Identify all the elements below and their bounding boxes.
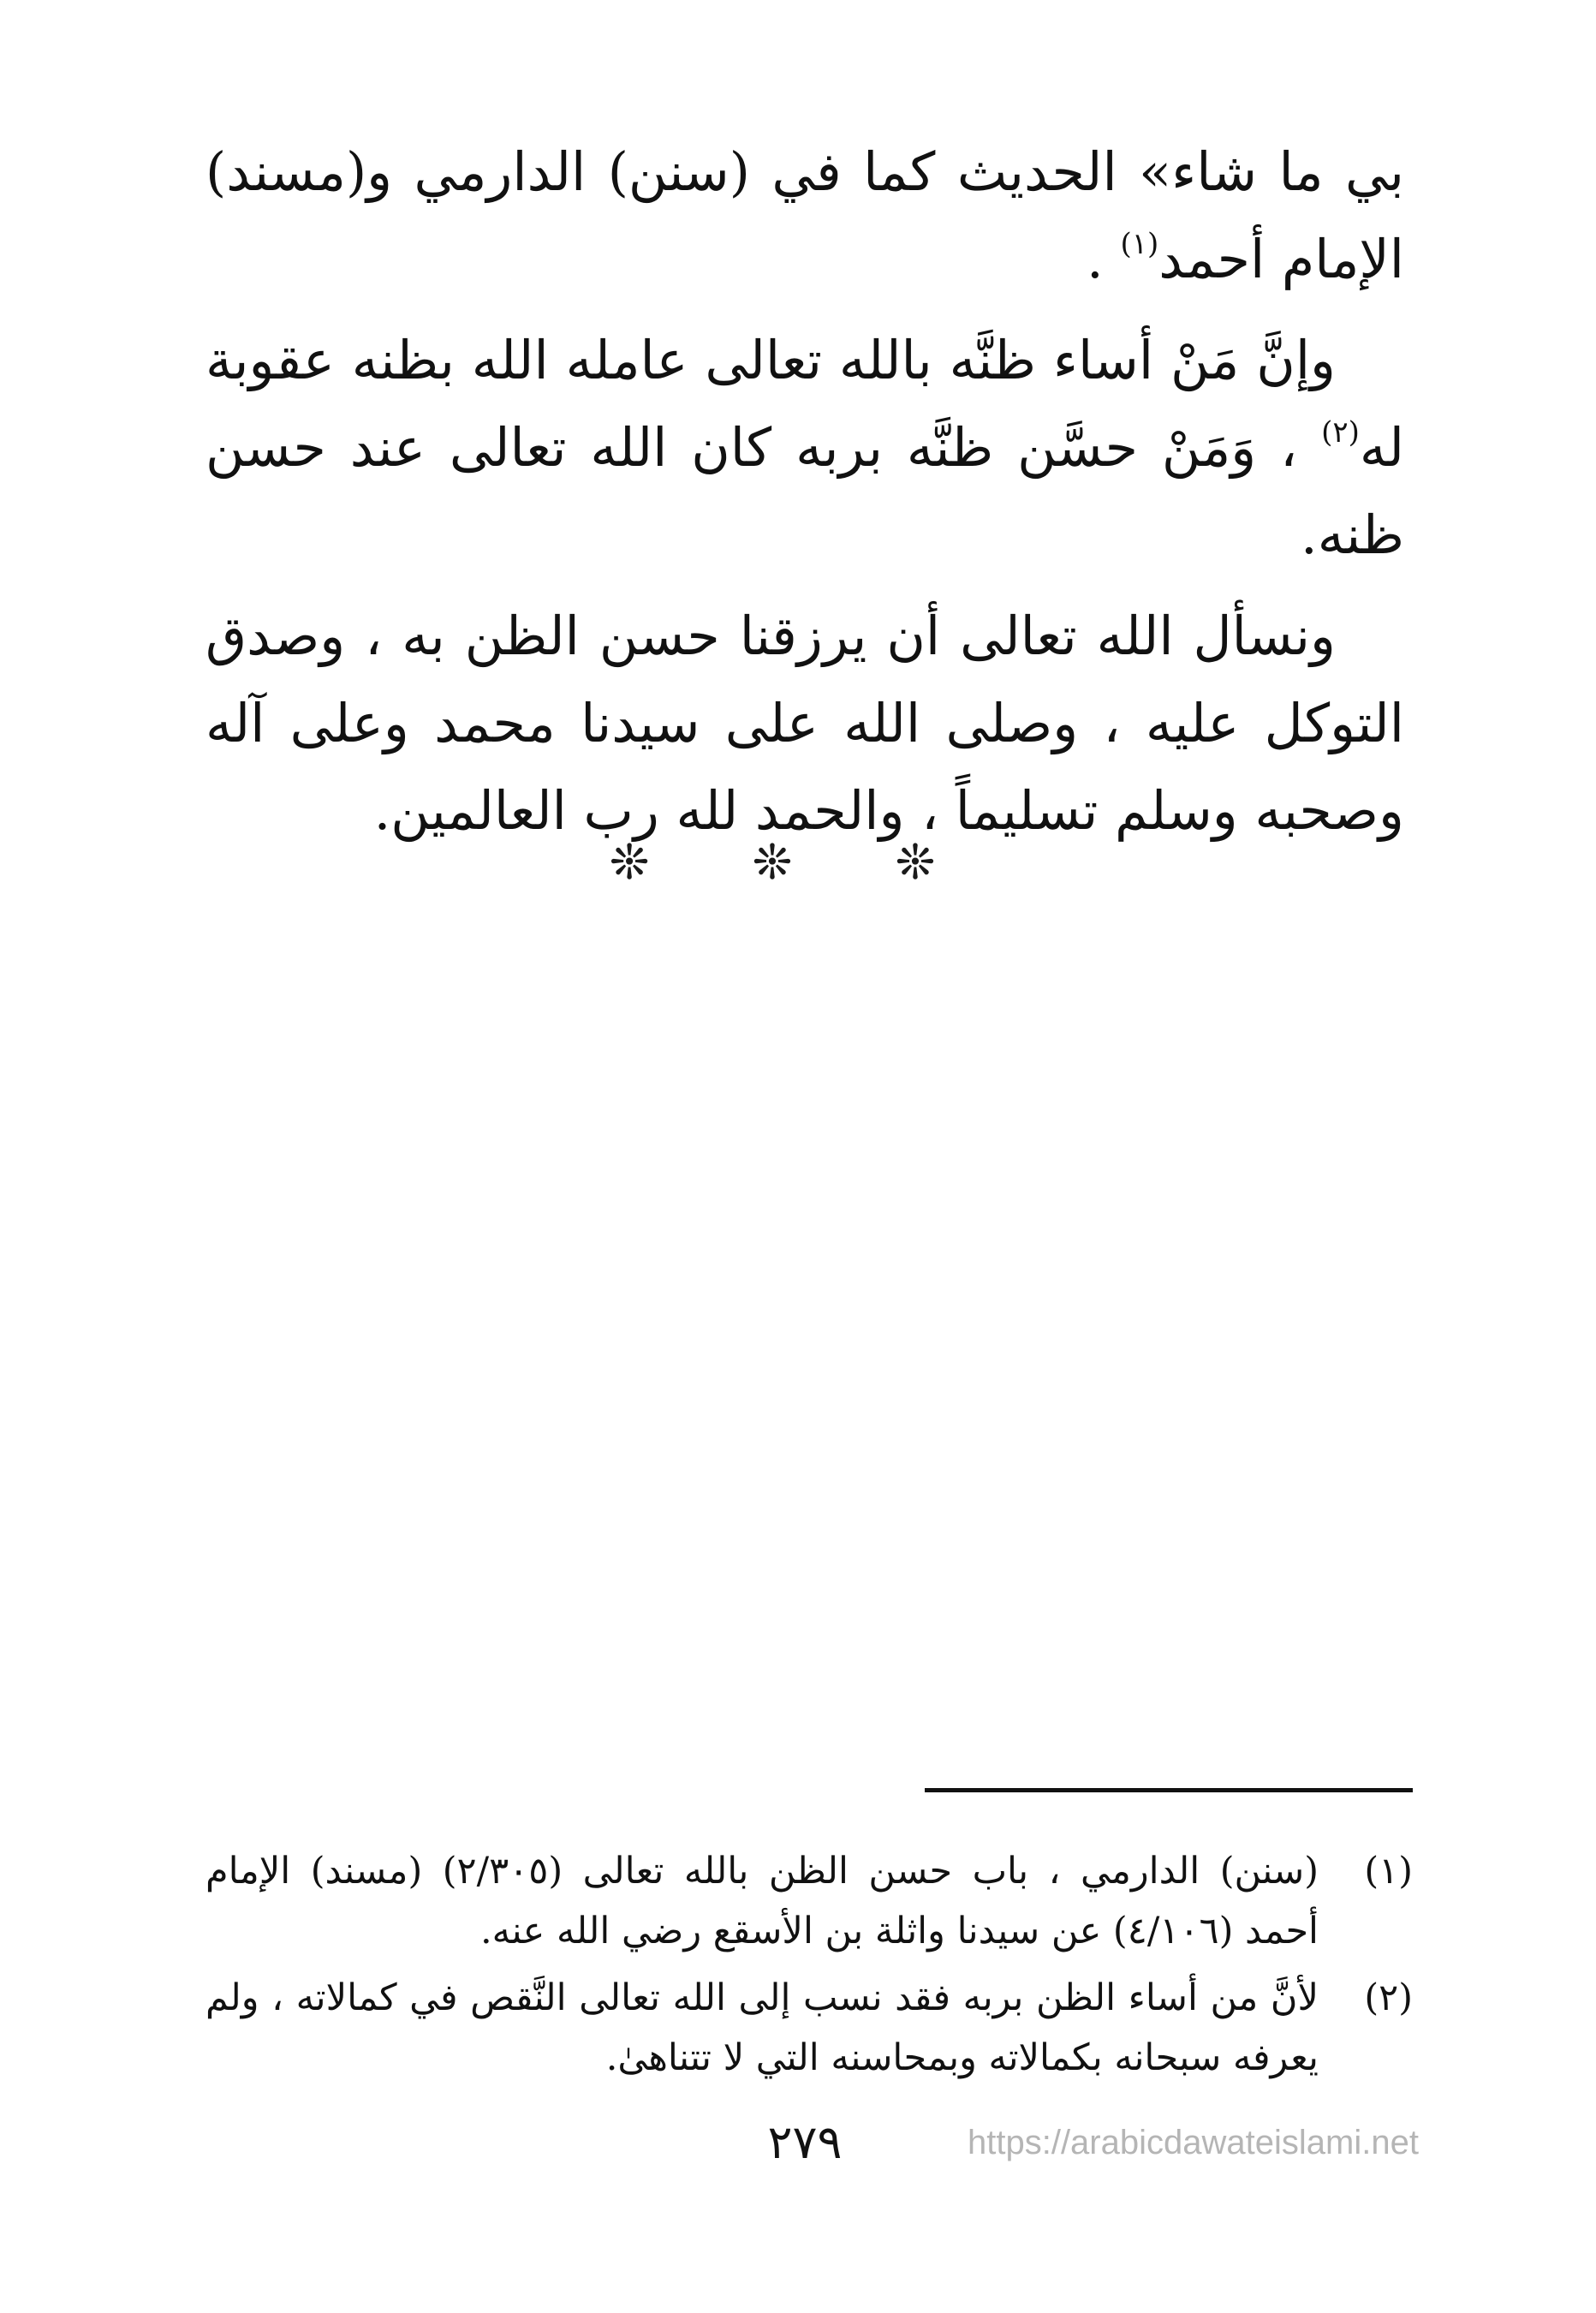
watermark-url[interactable]: https://arabicdawateislami.net (968, 2124, 1419, 2161)
paragraph-1 (205, 128, 1404, 303)
paragraph-3-text: ونسأل الله تعالى أن يرزقنا حسن الظن به ، وصدق التوكل عليه ، وصلى الله على سيدنا محمد وعلى آله وصحبه وسلم تسليماً ، والحمد لله رب العالمين. (205, 605, 1404, 842)
section-separator (0, 835, 1596, 891)
paragraph-3 (205, 593, 1404, 855)
footnote-ref-1[interactable]: (١) (1120, 227, 1159, 261)
footnote-1 (205, 1841, 1413, 1961)
footnote-1-text: (سنن) الدارمي ، باب حسن الظن بالله تعالى (٢/٣٠٥) (مسند) الإمام أحمد (٤/١٠٦) عن سيدنا واثلة بن الأسقع رضي الله عنه. (205, 1850, 1319, 1952)
paragraph-1-tail: . (1087, 228, 1121, 290)
footnote-2-text: لأنَّ من أساء الظن بربه فقد نسب إلى الله تعالى النَّقص في كمالاته ، ولم يعرفه سبحانه بكمالاته وبمحاسنه التي لا تتناهىٰ. (205, 1976, 1319, 2079)
separator-ornament-icon: ❊ (752, 835, 844, 891)
footnote-2-number: (٢) (1364, 1976, 1413, 2019)
separator-ornament-icon: ❊ (609, 835, 701, 891)
paragraph-2-text: وإنَّ مَنْ أساء ظنَّه بالله تعالى عامله الله بظنه عقوبة له (205, 329, 1404, 479)
paragraph-2-tail: ، وَمَنْ حسَّن ظنَّه بربه كان الله تعالى عند حسن ظنه. (205, 416, 1404, 566)
separator-ornament-icon: ❊ (895, 835, 987, 891)
page-number: ٢٧٩ (767, 2115, 843, 2169)
footnote-ref-2[interactable]: (٢) (1321, 415, 1360, 450)
footnote-divider (925, 1788, 1413, 1792)
paragraph-2 (205, 317, 1404, 579)
paragraph-1-text: بي ما شاء» الحديث كما في (سنن) الدارمي و(مسند) الإمام أحمد (205, 140, 1404, 290)
footnote-1-number: (١) (1364, 1850, 1413, 1893)
footnote-2 (205, 1968, 1413, 2088)
main-text (205, 128, 1404, 868)
footnotes (205, 1841, 1413, 2095)
